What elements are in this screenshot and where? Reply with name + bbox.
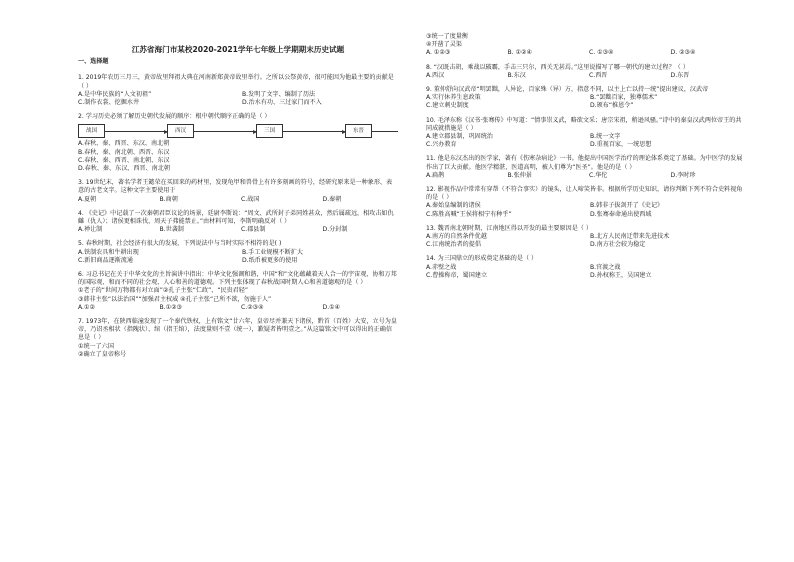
question-stem: 7. 1973年，在陕西临潼发现了一个秦代铁权，上有铭文“廿六年，皇帝尽并兼天下诸侯，黔首（百姓）大安，立号为皇帝，乃诏丞相状（指隗状）、绾（指王绾），法度量则不壹（统一），歉疑者皆明壹之。”从这篇铭文中可以得出的正确信息是（ ） [78, 318, 397, 342]
option: C.②③④ [241, 303, 264, 311]
timeline-arrow [194, 131, 256, 132]
timeline-box: 西汉 [167, 124, 194, 138]
option: C. ①③④ [589, 49, 614, 57]
options [426, 94, 746, 110]
timeline-arrow [105, 131, 167, 132]
option: C.曹操称帝，蜀国建立 [426, 271, 488, 279]
option: A.实行休养生息政策 [426, 94, 481, 102]
section-heading: 一、选择题 [78, 58, 109, 66]
question [426, 255, 746, 280]
question [426, 86, 746, 111]
option: A.扁鹊 [426, 171, 445, 179]
question [78, 271, 398, 312]
option: D.春秋、秦、东汉、西晋、南北朝 [78, 165, 170, 173]
statement-line: ②确立了皇帝称号 [78, 350, 127, 358]
statement-line: ①老子的“世间万物都有对立面”②孔子主张“仁政”、“民贵君轻” [78, 287, 249, 295]
question-stem: 11. 他是东汉杰出的医学家，著有《伤寒杂病论》一书。他提出中国医学治疗的理论体系奠定了基础。为中医学的发展作出了巨大贡献。他医学精湛，医道高明，被人们尊为“医圣”。他是的是（ ） [426, 155, 743, 171]
option: B.春秋、秦、南北朝、西晋、东汉 [78, 148, 170, 156]
timeline-box: 东晋 [345, 124, 372, 138]
timeline-box: 战国 [78, 124, 105, 138]
exam-title: 江苏省海门市某校2020-2021学年七年级上学期期末历史试题 [131, 45, 345, 54]
option: D.李时珍 [670, 171, 696, 179]
options [426, 172, 746, 180]
option: A. ①②③ [426, 49, 451, 57]
question [78, 240, 398, 265]
question-stem: 9. 董仲舒向汉武帝“明罢黜，人异论，百家殊（异）方，指意不同，以主上亡以持一统”提出建议，汉武帝 [426, 86, 709, 94]
question [426, 117, 746, 150]
question-stem: 10. 毛泽东称《汉书·张骞传》中写道：“情事崇义武，略欲文采；唐宗宋祖，稍逊风骚。”诗中的秦皇汉武两位帝王的共同成就措施是（ ） [426, 116, 742, 132]
question-stem: 4. 《史记》中记载了一次秦朝君臣议论的场景，廷尉李斯说：“周文、武所封子弟同姓甚众，然后属疏远，相攻击如仇雠（仇人）；诸侯更相诛伐，周天子弗能禁止。”由材料可知，李斯明确反对（ ） [78, 209, 394, 226]
option: D.重视百家，一统思想 [590, 141, 652, 149]
option: B.统一文字 [590, 133, 621, 141]
question [78, 74, 398, 107]
options [426, 202, 746, 218]
question-stem: 5. 春秋时期，社会经济有很大的发展，下列说法中与当时实际不相符的是( ) [78, 240, 282, 248]
timeline-box: 三国 [256, 124, 283, 138]
left-column [78, 0, 398, 365]
option: C.新旧商品逐渐流通 [78, 256, 133, 264]
option: C.西晋 [589, 71, 608, 79]
option: B.北方人民南迁带来先进技术 [590, 233, 670, 241]
option: B.手工业规模不断扩大 [242, 248, 303, 256]
question [426, 155, 746, 180]
question [426, 225, 746, 250]
option: D.纸币被更多的使用 [242, 256, 298, 264]
option: A.是中华民族的“人文初祖” [78, 90, 152, 98]
question-stem: 12. 影视作品中常常有穿帮（不符合事实）的镜头，让人啼笑皆非。根据所学历史知识，请你判断下列不符合史料视角的是（ ） [426, 186, 743, 202]
question [426, 186, 746, 219]
options [78, 91, 398, 107]
option: A.春秋、秦、西晋、东汉、南北朝 [78, 140, 170, 148]
option: C.春秋、秦、西晋、南北朝、东汉 [78, 156, 170, 164]
option: A.南方的自然条件优越 [426, 233, 487, 241]
question [78, 179, 398, 204]
options [426, 264, 746, 280]
options [78, 196, 398, 204]
option: B.韩非子拔剑开了《史记》 [590, 202, 664, 210]
option: A.夏朝 [78, 195, 97, 203]
options [78, 226, 398, 234]
statement-line: ③韩非主张“以法治国”“加强君主权威 ④孔子主张“己所不欲，勿施于人” [78, 295, 272, 303]
option: D.东晋 [670, 71, 690, 79]
option: C.陈胜高喊“王侯将相宁有种乎” [426, 210, 512, 218]
option: A.西汉 [426, 71, 445, 79]
timeline-tail [372, 131, 398, 132]
options [426, 133, 746, 149]
option: C.战国 [241, 195, 260, 203]
option: A.秦始皇编制的诸侯 [426, 202, 481, 210]
option: B.商朝 [159, 195, 178, 203]
question-stem: 13. 魏晋南北朝时期，江南地区得以开发的最主要原因是（ ） [426, 224, 592, 232]
question [78, 210, 398, 235]
option: A.铁制农具和牛耕出现 [78, 248, 139, 256]
timeline-diagram [78, 124, 398, 138]
question-stem: 8. “汉既击胡，乘战以破霸，手击三只尔，西关无甚焉。”这里说描写了哪一朝代的建立过程？（ ） [426, 63, 689, 71]
option: B.张仲景 [507, 171, 532, 179]
option: B.“罢黜百家，独尊儒术” [590, 94, 658, 102]
options [426, 72, 746, 80]
option: C.建立刺史制度 [426, 102, 469, 110]
option: C.兴办教育 [426, 141, 457, 149]
question-stem: 2. 学习历史必须了解历史朝代发展的顺序：根中朝代顺序正确的是（ ） [78, 113, 271, 121]
statement-line: ①统一了六国 [78, 342, 114, 350]
option: B.发明了文字、编制了历法 [242, 90, 316, 98]
option: A.①② [78, 303, 95, 311]
option: C.制作衣裳、挖掘水井 [78, 99, 140, 107]
option: B.世袭制 [159, 226, 184, 234]
left-questions [78, 74, 398, 359]
options [78, 249, 398, 265]
option: D.颁布“推恩令” [590, 102, 634, 110]
question-stem: 14. 为三国鼎立的形成奠定基础的是（ ） [426, 255, 538, 263]
option: D.①④ [322, 303, 341, 311]
options [78, 140, 398, 173]
options [78, 304, 398, 312]
question [78, 113, 398, 173]
option: D. ②③④ [670, 49, 696, 57]
question-stem: 1. 2019年农历三月三，黄帝故里拜祖大典在河南新郑黄帝故里举行。之所以公祭黄帝，很可能因为他最主要的贡献是（ ） [78, 74, 394, 90]
question-stem: 3. 19世纪末，著名学者王懿荣在买回来的药材里，发现龟甲和兽骨上有许多刻画的符号，经研究原来是一种象形、表意的古老文字。这种文字主要使用于 [78, 179, 393, 195]
option: C.郡县制 [241, 226, 266, 234]
right-questions [426, 33, 746, 280]
options [426, 233, 746, 249]
option: A.禅让制 [78, 226, 103, 234]
statement-line: ③统一了度量衡 [426, 33, 469, 40]
option: D.孙权称王，吴国建立 [590, 271, 652, 279]
option: D.张骞奉命通出使西域 [590, 210, 652, 218]
option: A.赤壁之战 [426, 263, 457, 271]
option: D.分封制 [322, 226, 348, 234]
option: A.建立郡县制，巩固统治 [426, 133, 493, 141]
option: C.江南统治者的提倡 [426, 241, 481, 249]
option: B.官渡之战 [590, 263, 621, 271]
question [426, 33, 746, 58]
question [78, 318, 398, 359]
option: D.治水有功、三过家门而不入 [242, 99, 322, 107]
question [426, 64, 746, 80]
option: B.东汉 [507, 71, 526, 79]
right-column [426, 0, 746, 286]
option: B. ①②④ [507, 49, 532, 57]
statement-line: ④开凿了灵渠 [426, 41, 462, 49]
timeline-arrow [283, 131, 345, 132]
option: D.秦朝 [322, 195, 342, 203]
options [426, 49, 746, 57]
option: B.①②③ [159, 303, 183, 311]
option: C.华佗 [589, 171, 608, 179]
option: D.南方社会较为稳定 [590, 241, 646, 249]
question-stem: 6. 习总书记在关于中华文化的主旨演讲中指出：中华文化强调和谐，中国“和”文化蕴藏着天人合一的宇宙观、协和万邦的国际观、和而不同的社会观、人心和善的道德观。下列主张体现了春秋战国时期人心和善道德观的是（ ） [78, 271, 397, 287]
